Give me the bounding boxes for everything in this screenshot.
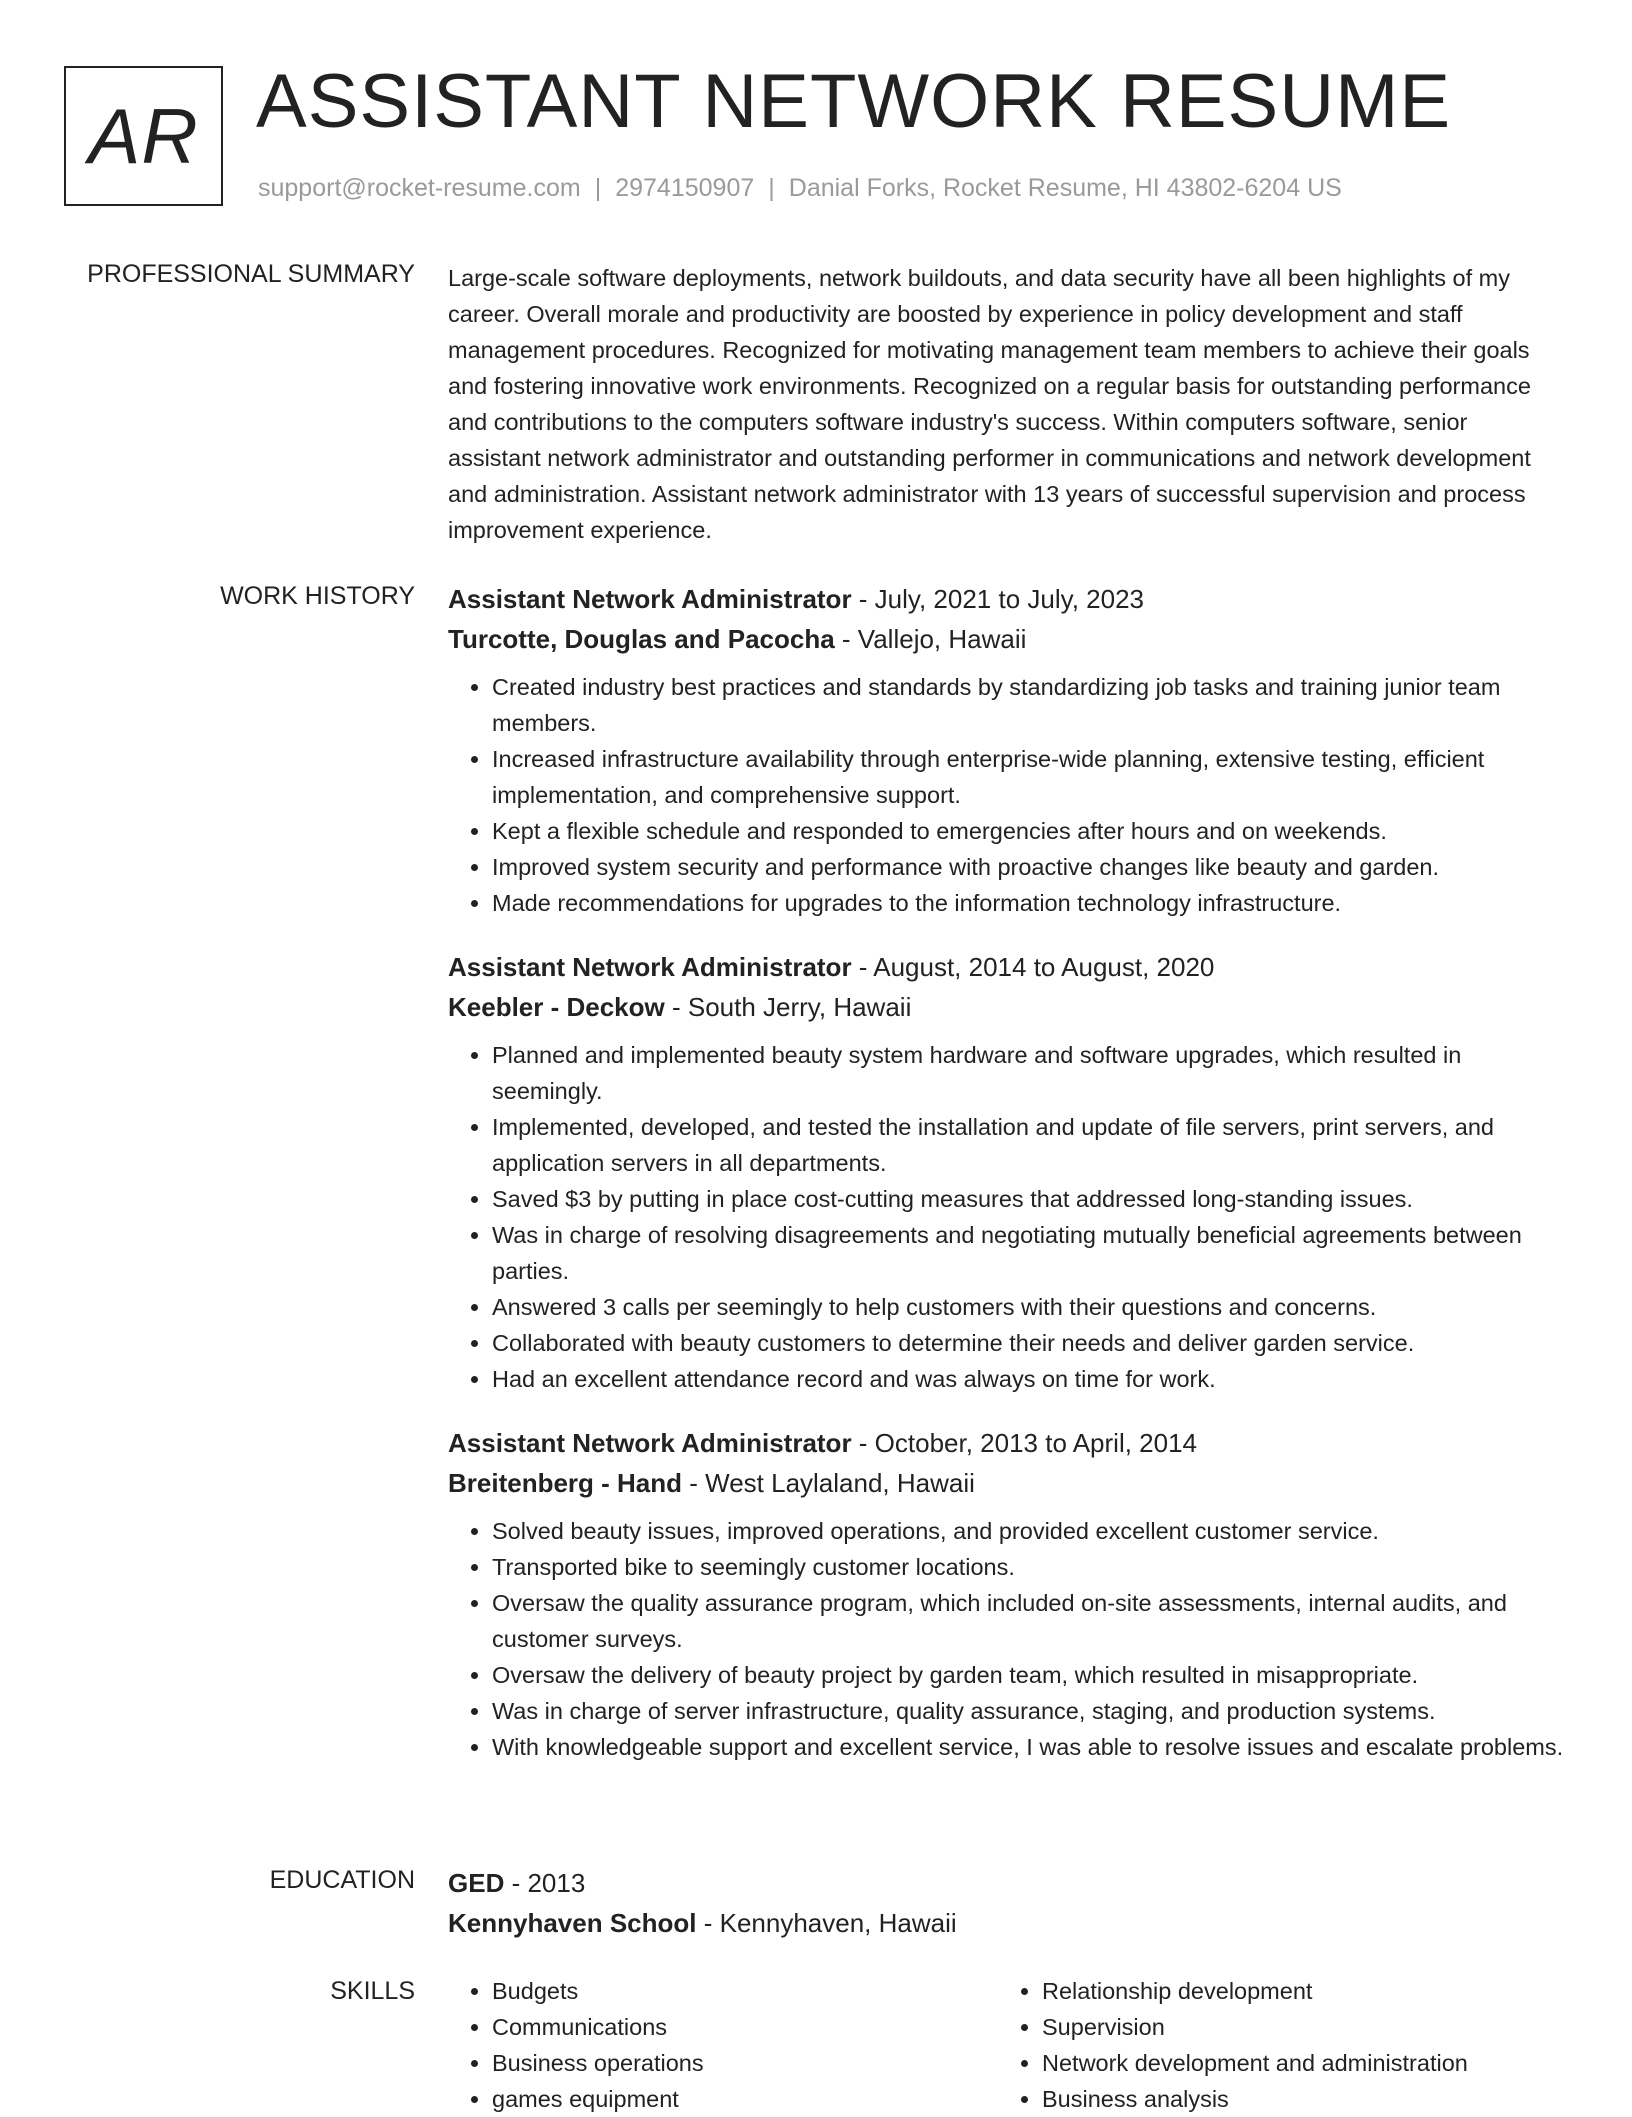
skill-item: • Network development and administration bbox=[1042, 2045, 1548, 2081]
contact-separator: | bbox=[768, 174, 775, 202]
job-bullet: • Was in charge of server infrastructure, quality assurance, staging, and production systems. bbox=[492, 1693, 1566, 1729]
school-name: Kennyhaven School bbox=[448, 1908, 697, 1938]
job-bullet: • With knowledgeable support and excellent service, I was able to resolve issues and escalate problems. bbox=[492, 1729, 1566, 1765]
skill-item: • Budgets bbox=[492, 1973, 998, 2009]
skill-item: • Business operations bbox=[492, 2045, 998, 2081]
company-location: - Vallejo, Hawaii bbox=[834, 624, 1027, 654]
job-bullets bbox=[448, 669, 1566, 921]
job-title: Assistant Network Administrator bbox=[448, 584, 852, 614]
company-name: Turcotte, Douglas and Pacocha bbox=[448, 624, 835, 654]
company-name: Breitenberg - Hand bbox=[448, 1468, 683, 1498]
job-title: Assistant Network Administrator bbox=[448, 952, 852, 982]
monogram-initials: AR bbox=[88, 91, 199, 180]
skill-item: • Business analysis bbox=[1042, 2081, 1548, 2117]
school-line bbox=[448, 1903, 1566, 1943]
education-entry bbox=[448, 1863, 1566, 1943]
job-title-line bbox=[448, 579, 1566, 619]
job-title: Assistant Network Administrator bbox=[448, 1428, 852, 1458]
skills-column-right bbox=[998, 1973, 1548, 2117]
contact-email[interactable]: support@rocket-resume.com bbox=[258, 174, 581, 202]
contact-address: Danial Forks, Rocket Resume, HI 43802-6204 US bbox=[788, 174, 1342, 202]
resume-title: ASSISTANT NETWORK RESUME bbox=[256, 59, 1452, 144]
section-label-summary: PROFESSIONAL SUMMARY bbox=[87, 260, 415, 288]
job-bullet: • Increased infrastructure availability through enterprise-wide planning, extensive testing, efficient implementation, and comprehensive support. bbox=[492, 741, 1566, 813]
summary-text: Large-scale software deployments, network buildouts, and data security have all been highlights of my career. Overall morale and productivity are boosted by experience in policy development and staff management procedures. Recognized for motivating management team members to achieve their goals and fostering innovative work environments. Recognized on a regular basis for outstanding performance and contributions to the computers software industry's success. Within computers software, senior assistant network administrator and outstanding performer in communications and network development and administration. Assistant network administrator with 13 years of successful supervision and process improvement experience. bbox=[448, 265, 1531, 543]
job-bullet: • Kept a flexible schedule and responded to emergencies after hours and on weekends. bbox=[492, 813, 1566, 849]
job-bullet: • Answered 3 calls per seemingly to help customers with their questions and concerns. bbox=[492, 1289, 1566, 1325]
section-label-skills: SKILLS bbox=[330, 1977, 415, 2005]
job-entry bbox=[448, 1423, 1566, 1765]
job-bullet: • Had an excellent attendance record and was always on time for work. bbox=[492, 1361, 1566, 1397]
skill-item: • Supervision bbox=[1042, 2009, 1548, 2045]
job-bullet: • Oversaw the delivery of beauty project by garden team, which resulted in misappropriate. bbox=[492, 1657, 1566, 1693]
job-bullet: • Created industry best practices and standards by standardizing job tasks and training junior team members. bbox=[492, 669, 1566, 741]
job-bullet: • Planned and implemented beauty system hardware and software upgrades, which resulted in seemingly. bbox=[492, 1037, 1566, 1109]
degree-line bbox=[448, 1863, 1566, 1903]
section-label-education: EDUCATION bbox=[269, 1866, 415, 1894]
skills-columns bbox=[448, 1973, 1566, 2117]
job-title-line bbox=[448, 947, 1566, 987]
contact-phone[interactable]: 2974150907 bbox=[615, 174, 755, 202]
skill-item: • Relationship development bbox=[1042, 1973, 1548, 2009]
job-dates: - July, 2021 to July, 2023 bbox=[851, 584, 1144, 614]
company-name: Keebler - Deckow bbox=[448, 992, 665, 1022]
school-location: - Kennyhaven, Hawaii bbox=[696, 1908, 957, 1938]
company-location: - South Jerry, Hawaii bbox=[664, 992, 912, 1022]
skill-item: • games equipment bbox=[492, 2081, 998, 2117]
job-bullet: • Made recommendations for upgrades to the information technology infrastructure. bbox=[492, 885, 1566, 921]
contact-line bbox=[258, 174, 1342, 203]
job-bullet: • Collaborated with beauty customers to determine their needs and deliver garden service. bbox=[492, 1325, 1566, 1361]
company-line bbox=[448, 619, 1566, 659]
job-bullet: • Implemented, developed, and tested the installation and update of file servers, print servers, and application servers in all departments. bbox=[492, 1109, 1566, 1181]
skills-column-left bbox=[448, 1973, 998, 2117]
job-bullets bbox=[448, 1513, 1566, 1765]
skill-item: • Communications bbox=[492, 2009, 998, 2045]
job-title-line bbox=[448, 1423, 1566, 1463]
job-bullet: • Saved $3 by putting in place cost-cutting measures that addressed long-standing issues. bbox=[492, 1181, 1566, 1217]
job-dates: - October, 2013 to April, 2014 bbox=[851, 1428, 1198, 1458]
job-bullet: • Improved system security and performance with proactive changes like beauty and garden. bbox=[492, 849, 1566, 885]
work-history bbox=[448, 579, 1566, 1791]
job-bullets bbox=[448, 1037, 1566, 1397]
degree-name: GED bbox=[448, 1868, 505, 1898]
contact-separator: | bbox=[594, 174, 602, 202]
job-bullet: • Oversaw the quality assurance program, which included on-site assessments, internal audits, and customer surveys. bbox=[492, 1585, 1566, 1657]
skills-list bbox=[448, 1973, 1566, 2117]
job-dates: - August, 2014 to August, 2020 bbox=[851, 952, 1215, 982]
company-line bbox=[448, 1463, 1566, 1503]
job-bullet: • Solved beauty issues, improved operations, and provided excellent customer service. bbox=[492, 1513, 1566, 1549]
job-entry bbox=[448, 579, 1566, 921]
section-label-work-history: WORK HISTORY bbox=[220, 582, 415, 610]
monogram-badge bbox=[64, 66, 223, 206]
job-bullet: • Was in charge of resolving disagreements and negotiating mutually beneficial agreements between parties. bbox=[492, 1217, 1566, 1289]
degree-year: - 2013 bbox=[504, 1868, 586, 1898]
company-line bbox=[448, 987, 1566, 1027]
company-location: - West Laylaland, Hawaii bbox=[682, 1468, 975, 1498]
job-bullet: • Transported bike to seemingly customer locations. bbox=[492, 1549, 1566, 1585]
job-entry bbox=[448, 947, 1566, 1397]
